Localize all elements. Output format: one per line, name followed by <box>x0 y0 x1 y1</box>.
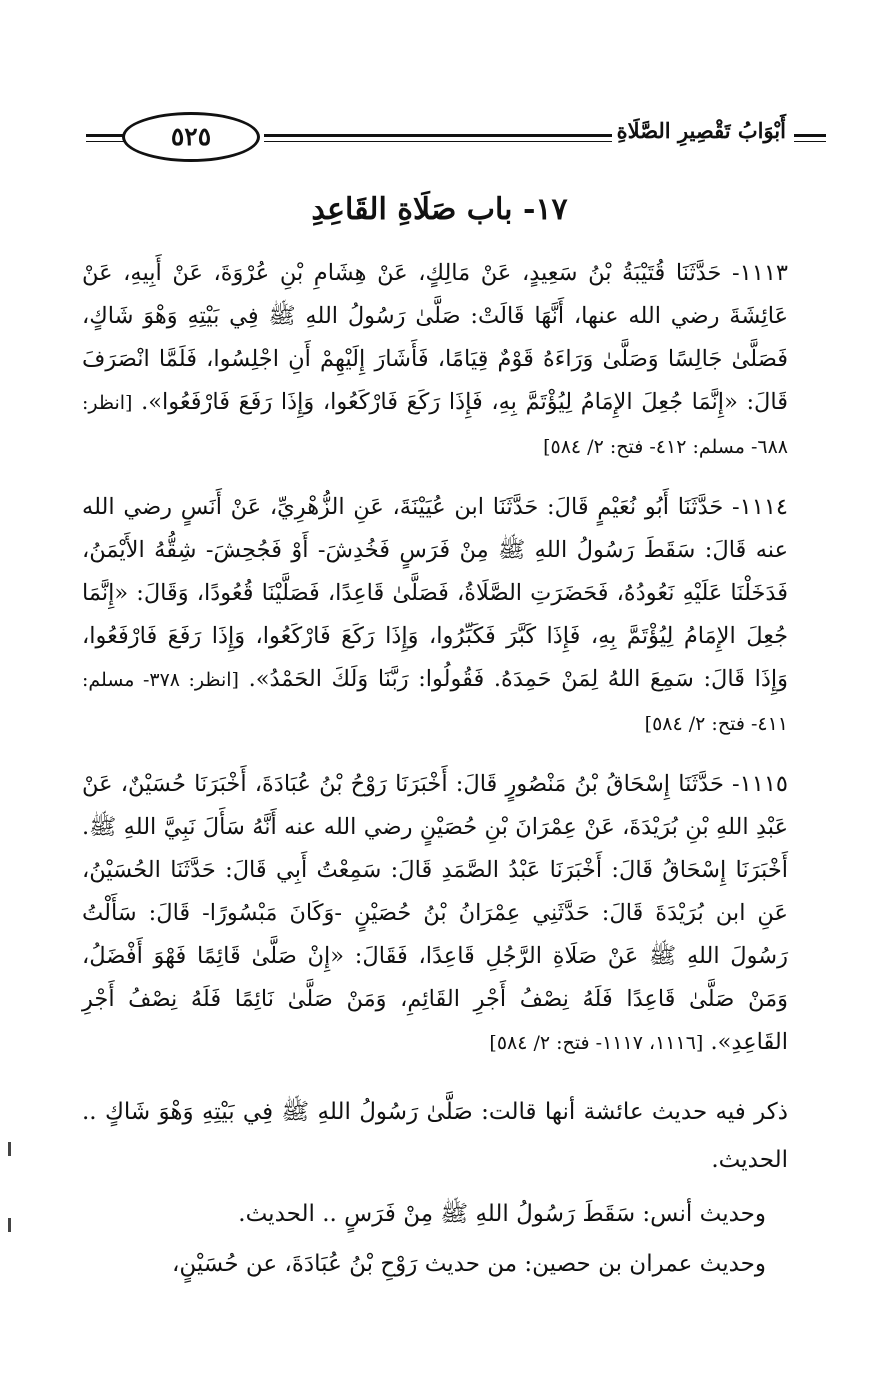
header-rule <box>264 141 612 142</box>
header-rule <box>794 141 826 142</box>
margin-mark <box>8 1142 11 1156</box>
commentary-paragraph: وحديث أنس: سَقَطَ رَسُولُ اللهِ ﷺ مِنْ فَرَسٍ .. الحديث. <box>238 1201 766 1227</box>
hadith-1113 <box>82 252 788 469</box>
running-title: أَبْوَابُ تَقْصِيرِ الصَّلَاةِ <box>616 118 786 143</box>
page-header <box>86 108 826 164</box>
hadith-text: ١١١٤- حَدَّثَنَا أَبُو نُعَيْمٍ قَالَ: حَدَّثَنَا ابن عُيَيْنَةَ، عَنِ الزُّهْرِيِّ، عَنْ أَنَسٍ رضي الله عنه قَالَ: سَقَطَ رَسُولُ اللهِ ﷺ مِنْ فَرَسٍ فَخُدِشَ- أَوْ فَجُحِشَ- شِقُّهُ الأَيْمَنُ، فَدَخَلْنَا عَلَيْهِ نَعُودُهُ، فَحَضَرَتِ الصَّلَاةُ، فَصَلَّىٰ قَاعِدًا، فَصَلَّيْنَا قُعُودًا، وَقَالَ: «إِنَّمَا جُعِلَ الإِمَامُ لِيُؤْتَمَّ بِهِ، فَإِذَا كَبَّرَ فَكَبِّرُوا، وَإِذَا رَكَعَ فَارْكَعُوا، وَإِذَا رَفَعَ فَارْفَعُوا، وَإِذَا قَالَ: سَمِعَ اللهُ لِمَنْ حَمِدَهُ. فَقُولُوا: رَبَّنَا وَلَكَ الحَمْدُ». <box>82 494 788 692</box>
chapter-title: ١٧- باب صَلَاةِ القَاعِدِ <box>311 192 568 227</box>
hadith-text: ١١١٣- حَدَّثَنَا قُتَيْبَةُ بْنُ سَعِيدٍ، عَنْ مَالِكٍ، عَنْ هِشَامِ بْنِ عُرْوَةَ، عَنْ أَبِيهِ، عَنْ عَائِشَةَ رضي الله عنها، أَنَّهَا قَالَتْ: صَلَّىٰ رَسُولُ اللهِ ﷺ فِي بَيْتِهِ وَهْوَ شَاكٍ، فَصَلَّىٰ جَالِسًا وَصَلَّىٰ وَرَاءَهُ قَوْمٌ قِيَامًا، فَأَشَارَ إِلَيْهِمْ أَنِ اجْلِسُوا، فَلَمَّا انْصَرَفَ قَالَ: «إِنَّمَا جُعِلَ الإِمَامُ لِيُؤْتَمَّ بِهِ، فَإِذَا رَكَعَ فَارْكَعُوا، وَإِذَا رَفَعَ فَارْفَعُوا». <box>82 260 788 415</box>
header-rule <box>794 134 826 137</box>
header-rule <box>264 134 612 137</box>
commentary-paragraph: ذكر فيه حديث عائشة أنها قالت: صَلَّىٰ رَسُولُ اللهِ ﷺ فِي بَيْتِهِ وَهْوَ شَاكٍ .. الحديث. <box>82 1099 788 1173</box>
page-number: ٥٢٥ <box>122 112 260 162</box>
hadith-1115 <box>82 763 788 1065</box>
commentary-paragraph: وحديث عمران بن حصين: من حديث رَوْحِ بْنُ عُبَادَةَ، عن حُسَيْنٍ، <box>171 1251 766 1277</box>
hadith-reference: [١١١٦، ١١١٧- فتح: ٢/ ٥٨٤] <box>489 1032 704 1054</box>
hadith-reference: [انظر: ٣٧٨- مسلم: ٤١١- فتح: ٢/ ٥٨٤] <box>82 669 788 735</box>
hadith-text: ١١١٥- حَدَّثَنَا إِسْحَاقُ بْنُ مَنْصُورٍ قَالَ: أَخْبَرَنَا رَوْحُ بْنُ عُبَادَةَ، أَخْبَرَنَا حُسَيْنٌ، عَنْ عَبْدِ اللهِ بْنِ بُرَيْدَةَ، عَنْ عِمْرَانَ بْنِ حُصَيْنٍ رضي الله عنه أَنَّهُ سَأَلَ نَبِيَّ اللهِ ﷺ. أَخْبَرَنَا إِسْحَاقُ قَالَ: أَخْبَرَنَا عَبْدُ الصَّمَدِ قَالَ: سَمِعْتُ أَبِي قَالَ: حَدَّثَنَا الحُسَيْنُ، عَنِ ابن بُرَيْدَةَ قَالَ: حَدَّثَنِي عِمْرَانُ بْنُ حُصَيْنٍ -وَكَانَ مَبْسُورًا- قَالَ: سَأَلْتُ رَسُولَ اللهِ ﷺ عَنْ صَلَاةِ الرَّجُلِ قَاعِدًا، فَقَالَ: «إِنْ صَلَّىٰ قَائِمًا فَهْوَ أَفْضَلُ، وَمَنْ صَلَّىٰ قَاعِدًا فَلَهُ نِصْفُ أَجْرِ القَائِمِ، وَمَنْ صَلَّىٰ نَائِمًا فَلَهُ نِصْفُ أَجْرِ القَاعِدِ». <box>82 771 788 1055</box>
hadith-1114 <box>82 486 788 746</box>
margin-mark <box>8 1218 11 1232</box>
hadith-reference: [انظر: ٦٨٨- مسلم: ٤١٢- فتح: ٢/ ٥٨٤] <box>82 392 788 458</box>
